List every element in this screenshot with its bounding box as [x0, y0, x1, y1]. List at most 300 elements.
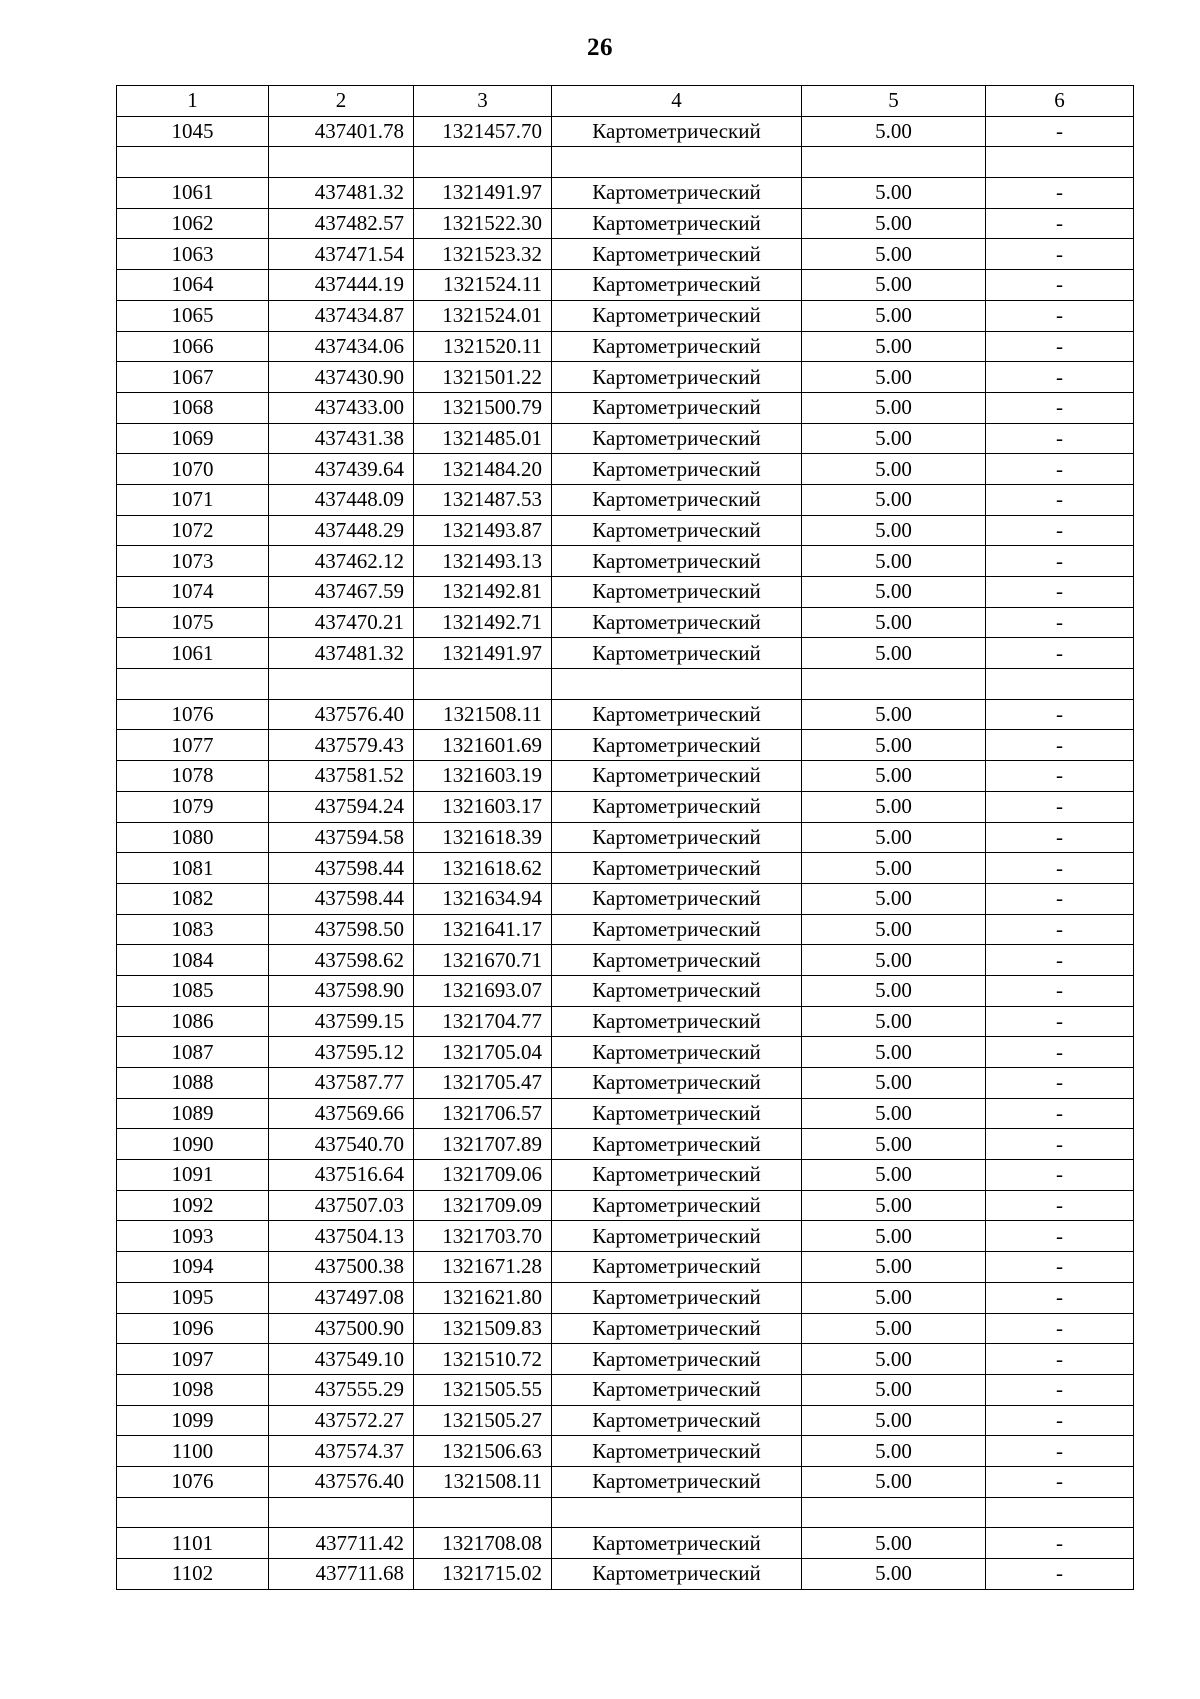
note-cell: - — [986, 1374, 1134, 1405]
note-cell: - — [986, 883, 1134, 914]
y-coordinate-cell: 1321457.70 — [414, 116, 552, 147]
y-coordinate-cell: 1321641.17 — [414, 914, 552, 945]
accuracy-cell — [802, 1497, 986, 1528]
x-coordinate-cell: 437579.43 — [269, 730, 414, 761]
table-row — [117, 362, 1134, 393]
point-number-cell: 1093 — [117, 1221, 269, 1252]
method-cell: Картометрический — [552, 822, 802, 853]
x-coordinate-cell — [269, 1497, 414, 1528]
method-cell: Картометрический — [552, 1129, 802, 1160]
y-coordinate-cell: 1321707.89 — [414, 1129, 552, 1160]
x-coordinate-cell: 437448.29 — [269, 515, 414, 546]
note-cell: - — [986, 1129, 1134, 1160]
x-coordinate-cell: 437549.10 — [269, 1344, 414, 1375]
table-row — [117, 1037, 1134, 1068]
table-row — [117, 178, 1134, 209]
accuracy-cell: 5.00 — [802, 1374, 986, 1405]
note-cell: - — [986, 300, 1134, 331]
method-cell: Картометрический — [552, 1160, 802, 1191]
point-number-cell: 1100 — [117, 1436, 269, 1467]
note-cell: - — [986, 638, 1134, 669]
point-number-cell: 1074 — [117, 577, 269, 608]
accuracy-cell: 5.00 — [802, 883, 986, 914]
method-cell: Картометрический — [552, 484, 802, 515]
x-coordinate-cell: 437574.37 — [269, 1436, 414, 1467]
coordinates-table — [116, 85, 1134, 1590]
note-cell: - — [986, 1190, 1134, 1221]
method-cell: Картометрический — [552, 607, 802, 638]
table-row — [117, 975, 1134, 1006]
accuracy-cell: 5.00 — [802, 1190, 986, 1221]
table-row — [117, 1160, 1134, 1191]
method-cell: Картометрический — [552, 423, 802, 454]
y-coordinate-cell: 1321505.27 — [414, 1405, 552, 1436]
note-cell: - — [986, 975, 1134, 1006]
accuracy-cell: 5.00 — [802, 791, 986, 822]
note-cell: - — [986, 1344, 1134, 1375]
x-coordinate-cell: 437594.24 — [269, 791, 414, 822]
y-coordinate-cell: 1321508.11 — [414, 1466, 552, 1497]
point-number-cell: 1081 — [117, 853, 269, 884]
accuracy-cell — [802, 669, 986, 700]
method-cell: Картометрический — [552, 1405, 802, 1436]
method-cell: Картометрический — [552, 1006, 802, 1037]
accuracy-cell: 5.00 — [802, 1160, 986, 1191]
method-cell: Картометрический — [552, 1221, 802, 1252]
method-cell: Картометрический — [552, 1098, 802, 1129]
table-row — [117, 484, 1134, 515]
method-cell: Картометрический — [552, 1252, 802, 1283]
accuracy-cell: 5.00 — [802, 699, 986, 730]
x-coordinate-cell: 437401.78 — [269, 116, 414, 147]
table-row — [117, 699, 1134, 730]
table-row — [117, 331, 1134, 362]
column-header: 2 — [269, 86, 414, 117]
y-coordinate-cell: 1321523.32 — [414, 239, 552, 270]
point-number-cell: 1098 — [117, 1374, 269, 1405]
accuracy-cell: 5.00 — [802, 1221, 986, 1252]
note-cell: - — [986, 178, 1134, 209]
y-coordinate-cell: 1321693.07 — [414, 975, 552, 1006]
point-number-cell: 1045 — [117, 116, 269, 147]
y-coordinate-cell: 1321703.70 — [414, 1221, 552, 1252]
point-number-cell: 1067 — [117, 362, 269, 393]
method-cell: Картометрический — [552, 331, 802, 362]
table-row — [117, 1098, 1134, 1129]
point-number-cell: 1069 — [117, 423, 269, 454]
method-cell: Картометрический — [552, 1528, 802, 1559]
x-coordinate-cell: 437569.66 — [269, 1098, 414, 1129]
x-coordinate-cell: 437576.40 — [269, 699, 414, 730]
point-number-cell: 1101 — [117, 1528, 269, 1559]
y-coordinate-cell: 1321621.80 — [414, 1282, 552, 1313]
x-coordinate-cell: 437572.27 — [269, 1405, 414, 1436]
point-number-cell — [117, 669, 269, 700]
table-row — [117, 454, 1134, 485]
y-coordinate-cell: 1321493.13 — [414, 546, 552, 577]
column-header: 3 — [414, 86, 552, 117]
accuracy-cell: 5.00 — [802, 638, 986, 669]
y-coordinate-cell: 1321670.71 — [414, 945, 552, 976]
accuracy-cell: 5.00 — [802, 975, 986, 1006]
table-row — [117, 239, 1134, 270]
point-number-cell — [117, 147, 269, 178]
note-cell: - — [986, 1313, 1134, 1344]
method-cell: Картометрический — [552, 1282, 802, 1313]
x-coordinate-cell: 437576.40 — [269, 1466, 414, 1497]
table-row — [117, 1374, 1134, 1405]
y-coordinate-cell: 1321491.97 — [414, 178, 552, 209]
x-coordinate-cell: 437581.52 — [269, 761, 414, 792]
y-coordinate-cell: 1321510.72 — [414, 1344, 552, 1375]
point-number-cell: 1078 — [117, 761, 269, 792]
x-coordinate-cell: 437711.68 — [269, 1559, 414, 1590]
point-number-cell: 1096 — [117, 1313, 269, 1344]
note-cell: - — [986, 1282, 1134, 1313]
note-cell: - — [986, 1221, 1134, 1252]
method-cell: Картометрический — [552, 1037, 802, 1068]
y-coordinate-cell: 1321485.01 — [414, 423, 552, 454]
note-cell — [986, 669, 1134, 700]
y-coordinate-cell: 1321705.47 — [414, 1068, 552, 1099]
point-number-cell: 1099 — [117, 1405, 269, 1436]
point-number-cell: 1085 — [117, 975, 269, 1006]
point-number-cell: 1064 — [117, 270, 269, 301]
point-number-cell: 1084 — [117, 945, 269, 976]
y-coordinate-cell: 1321500.79 — [414, 392, 552, 423]
x-coordinate-cell: 437481.32 — [269, 638, 414, 669]
y-coordinate-cell: 1321715.02 — [414, 1559, 552, 1590]
point-number-cell: 1080 — [117, 822, 269, 853]
table-row — [117, 1221, 1134, 1252]
accuracy-cell — [802, 147, 986, 178]
method-cell: Картометрический — [552, 914, 802, 945]
y-coordinate-cell — [414, 1497, 552, 1528]
note-cell: - — [986, 515, 1134, 546]
y-coordinate-cell: 1321484.20 — [414, 454, 552, 485]
method-cell: Картометрический — [552, 1466, 802, 1497]
point-number-cell: 1072 — [117, 515, 269, 546]
method-cell: Картометрический — [552, 577, 802, 608]
note-cell: - — [986, 484, 1134, 515]
y-coordinate-cell: 1321618.39 — [414, 822, 552, 853]
method-cell: Картометрический — [552, 853, 802, 884]
method-cell: Картометрический — [552, 883, 802, 914]
point-number-cell: 1075 — [117, 607, 269, 638]
note-cell — [986, 147, 1134, 178]
point-number-cell: 1083 — [117, 914, 269, 945]
note-cell: - — [986, 914, 1134, 945]
point-number-cell: 1077 — [117, 730, 269, 761]
x-coordinate-cell: 437507.03 — [269, 1190, 414, 1221]
method-cell: Картометрический — [552, 945, 802, 976]
x-coordinate-cell: 437598.62 — [269, 945, 414, 976]
y-coordinate-cell: 1321704.77 — [414, 1006, 552, 1037]
y-coordinate-cell: 1321709.09 — [414, 1190, 552, 1221]
note-cell: - — [986, 577, 1134, 608]
method-cell: Картометрический — [552, 730, 802, 761]
point-number-cell — [117, 1497, 269, 1528]
note-cell: - — [986, 1006, 1134, 1037]
method-cell — [552, 147, 802, 178]
point-number-cell: 1092 — [117, 1190, 269, 1221]
accuracy-cell: 5.00 — [802, 1436, 986, 1467]
note-cell — [986, 1497, 1134, 1528]
x-coordinate-cell: 437504.13 — [269, 1221, 414, 1252]
x-coordinate-cell: 437433.00 — [269, 392, 414, 423]
method-cell: Картометрический — [552, 392, 802, 423]
method-cell: Картометрический — [552, 638, 802, 669]
point-number-cell: 1094 — [117, 1252, 269, 1283]
note-cell: - — [986, 392, 1134, 423]
note-cell: - — [986, 362, 1134, 393]
column-header: 5 — [802, 86, 986, 117]
accuracy-cell: 5.00 — [802, 116, 986, 147]
note-cell: - — [986, 1160, 1134, 1191]
point-number-cell: 1068 — [117, 392, 269, 423]
accuracy-cell: 5.00 — [802, 239, 986, 270]
table-row — [117, 546, 1134, 577]
y-coordinate-cell: 1321520.11 — [414, 331, 552, 362]
table-row — [117, 392, 1134, 423]
method-cell: Картометрический — [552, 1559, 802, 1590]
table-row — [117, 1313, 1134, 1344]
note-cell: - — [986, 331, 1134, 362]
accuracy-cell: 5.00 — [802, 362, 986, 393]
y-coordinate-cell: 1321671.28 — [414, 1252, 552, 1283]
point-number-cell: 1061 — [117, 638, 269, 669]
method-cell: Картометрический — [552, 761, 802, 792]
accuracy-cell: 5.00 — [802, 546, 986, 577]
note-cell: - — [986, 270, 1134, 301]
accuracy-cell: 5.00 — [802, 1006, 986, 1037]
accuracy-cell: 5.00 — [802, 270, 986, 301]
note-cell: - — [986, 1098, 1134, 1129]
table-row — [117, 791, 1134, 822]
point-number-cell: 1087 — [117, 1037, 269, 1068]
point-number-cell: 1070 — [117, 454, 269, 485]
table-body — [117, 116, 1134, 1589]
note-cell: - — [986, 546, 1134, 577]
note-cell: - — [986, 116, 1134, 147]
x-coordinate-cell: 437598.44 — [269, 883, 414, 914]
accuracy-cell: 5.00 — [802, 945, 986, 976]
accuracy-cell: 5.00 — [802, 300, 986, 331]
x-coordinate-cell: 437500.90 — [269, 1313, 414, 1344]
method-cell: Картометрический — [552, 1374, 802, 1405]
y-coordinate-cell: 1321603.17 — [414, 791, 552, 822]
point-number-cell: 1065 — [117, 300, 269, 331]
x-coordinate-cell: 437555.29 — [269, 1374, 414, 1405]
point-number-cell: 1095 — [117, 1282, 269, 1313]
table-row — [117, 1466, 1134, 1497]
point-number-cell: 1086 — [117, 1006, 269, 1037]
note-cell: - — [986, 1252, 1134, 1283]
x-coordinate-cell: 437595.12 — [269, 1037, 414, 1068]
note-cell: - — [986, 945, 1134, 976]
table-row — [117, 1497, 1134, 1528]
page-number: 26 — [587, 34, 613, 61]
method-cell: Картометрический — [552, 362, 802, 393]
point-number-cell: 1061 — [117, 178, 269, 209]
point-number-cell: 1066 — [117, 331, 269, 362]
y-coordinate-cell — [414, 669, 552, 700]
method-cell: Картометрический — [552, 975, 802, 1006]
x-coordinate-cell: 437481.32 — [269, 178, 414, 209]
y-coordinate-cell: 1321506.63 — [414, 1436, 552, 1467]
table-row — [117, 914, 1134, 945]
x-coordinate-cell: 437434.87 — [269, 300, 414, 331]
table-row — [117, 577, 1134, 608]
note-cell: - — [986, 853, 1134, 884]
y-coordinate-cell: 1321491.97 — [414, 638, 552, 669]
note-cell: - — [986, 1405, 1134, 1436]
x-coordinate-cell: 437598.50 — [269, 914, 414, 945]
accuracy-cell: 5.00 — [802, 1344, 986, 1375]
x-coordinate-cell: 437448.09 — [269, 484, 414, 515]
note-cell: - — [986, 208, 1134, 239]
accuracy-cell: 5.00 — [802, 1528, 986, 1559]
method-cell: Картометрический — [552, 178, 802, 209]
method-cell — [552, 1497, 802, 1528]
note-cell: - — [986, 699, 1134, 730]
method-cell — [552, 669, 802, 700]
x-coordinate-cell: 437467.59 — [269, 577, 414, 608]
x-coordinate-cell: 437598.90 — [269, 975, 414, 1006]
y-coordinate-cell: 1321634.94 — [414, 883, 552, 914]
table-row — [117, 669, 1134, 700]
method-cell: Картометрический — [552, 239, 802, 270]
y-coordinate-cell: 1321708.08 — [414, 1528, 552, 1559]
header-row — [117, 86, 1134, 117]
note-cell: - — [986, 239, 1134, 270]
x-coordinate-cell: 437470.21 — [269, 607, 414, 638]
table-row — [117, 1528, 1134, 1559]
accuracy-cell: 5.00 — [802, 1559, 986, 1590]
point-number-cell: 1062 — [117, 208, 269, 239]
note-cell: - — [986, 1559, 1134, 1590]
point-number-cell: 1090 — [117, 1129, 269, 1160]
column-header: 4 — [552, 86, 802, 117]
x-coordinate-cell: 437500.38 — [269, 1252, 414, 1283]
accuracy-cell: 5.00 — [802, 1313, 986, 1344]
note-cell: - — [986, 1068, 1134, 1099]
x-coordinate-cell: 437598.44 — [269, 853, 414, 884]
y-coordinate-cell: 1321524.11 — [414, 270, 552, 301]
table-header — [117, 86, 1134, 117]
point-number-cell: 1102 — [117, 1559, 269, 1590]
accuracy-cell: 5.00 — [802, 1466, 986, 1497]
x-coordinate-cell — [269, 669, 414, 700]
note-cell: - — [986, 1466, 1134, 1497]
x-coordinate-cell: 437587.77 — [269, 1068, 414, 1099]
accuracy-cell: 5.00 — [802, 853, 986, 884]
method-cell: Картометрический — [552, 116, 802, 147]
table-row — [117, 1282, 1134, 1313]
table-row — [117, 853, 1134, 884]
table-row — [117, 1344, 1134, 1375]
y-coordinate-cell: 1321509.83 — [414, 1313, 552, 1344]
x-coordinate-cell: 437482.57 — [269, 208, 414, 239]
x-coordinate-cell: 437540.70 — [269, 1129, 414, 1160]
table-row — [117, 1190, 1134, 1221]
table-row — [117, 300, 1134, 331]
table-row — [117, 1252, 1134, 1283]
note-cell: - — [986, 607, 1134, 638]
table-row — [117, 1006, 1134, 1037]
note-cell: - — [986, 791, 1134, 822]
table-row — [117, 1405, 1134, 1436]
x-coordinate-cell: 437711.42 — [269, 1528, 414, 1559]
y-coordinate-cell: 1321487.53 — [414, 484, 552, 515]
y-coordinate-cell: 1321705.04 — [414, 1037, 552, 1068]
x-coordinate-cell: 437431.38 — [269, 423, 414, 454]
table-row — [117, 638, 1134, 669]
table-row — [117, 1436, 1134, 1467]
table-row — [117, 761, 1134, 792]
table-row — [117, 1068, 1134, 1099]
y-coordinate-cell: 1321618.62 — [414, 853, 552, 884]
method-cell: Картометрический — [552, 1344, 802, 1375]
y-coordinate-cell — [414, 147, 552, 178]
note-cell: - — [986, 761, 1134, 792]
accuracy-cell: 5.00 — [802, 1098, 986, 1129]
note-cell: - — [986, 454, 1134, 485]
table-row — [117, 1129, 1134, 1160]
point-number-cell: 1063 — [117, 239, 269, 270]
column-header: 1 — [117, 86, 269, 117]
method-cell: Картометрический — [552, 515, 802, 546]
accuracy-cell: 5.00 — [802, 454, 986, 485]
accuracy-cell: 5.00 — [802, 607, 986, 638]
method-cell: Картометрический — [552, 208, 802, 239]
accuracy-cell: 5.00 — [802, 1405, 986, 1436]
point-number-cell: 1091 — [117, 1160, 269, 1191]
note-cell: - — [986, 423, 1134, 454]
accuracy-cell: 5.00 — [802, 1282, 986, 1313]
table-row — [117, 270, 1134, 301]
point-number-cell: 1076 — [117, 699, 269, 730]
point-number-cell: 1088 — [117, 1068, 269, 1099]
x-coordinate-cell: 437462.12 — [269, 546, 414, 577]
method-cell: Картометрический — [552, 791, 802, 822]
y-coordinate-cell: 1321709.06 — [414, 1160, 552, 1191]
accuracy-cell: 5.00 — [802, 423, 986, 454]
x-coordinate-cell: 437497.08 — [269, 1282, 414, 1313]
accuracy-cell: 5.00 — [802, 1068, 986, 1099]
y-coordinate-cell: 1321492.81 — [414, 577, 552, 608]
accuracy-cell: 5.00 — [802, 822, 986, 853]
y-coordinate-cell: 1321522.30 — [414, 208, 552, 239]
point-number-cell: 1076 — [117, 1466, 269, 1497]
y-coordinate-cell: 1321505.55 — [414, 1374, 552, 1405]
method-cell: Картометрический — [552, 699, 802, 730]
x-coordinate-cell: 437439.64 — [269, 454, 414, 485]
method-cell: Картометрический — [552, 454, 802, 485]
y-coordinate-cell: 1321706.57 — [414, 1098, 552, 1129]
note-cell: - — [986, 730, 1134, 761]
point-number-cell: 1079 — [117, 791, 269, 822]
point-number-cell: 1089 — [117, 1098, 269, 1129]
method-cell: Картометрический — [552, 546, 802, 577]
x-coordinate-cell: 437516.64 — [269, 1160, 414, 1191]
table-row — [117, 883, 1134, 914]
note-cell: - — [986, 1436, 1134, 1467]
table-row — [117, 515, 1134, 546]
table-row — [117, 1559, 1134, 1590]
method-cell: Картометрический — [552, 270, 802, 301]
x-coordinate-cell: 437444.19 — [269, 270, 414, 301]
